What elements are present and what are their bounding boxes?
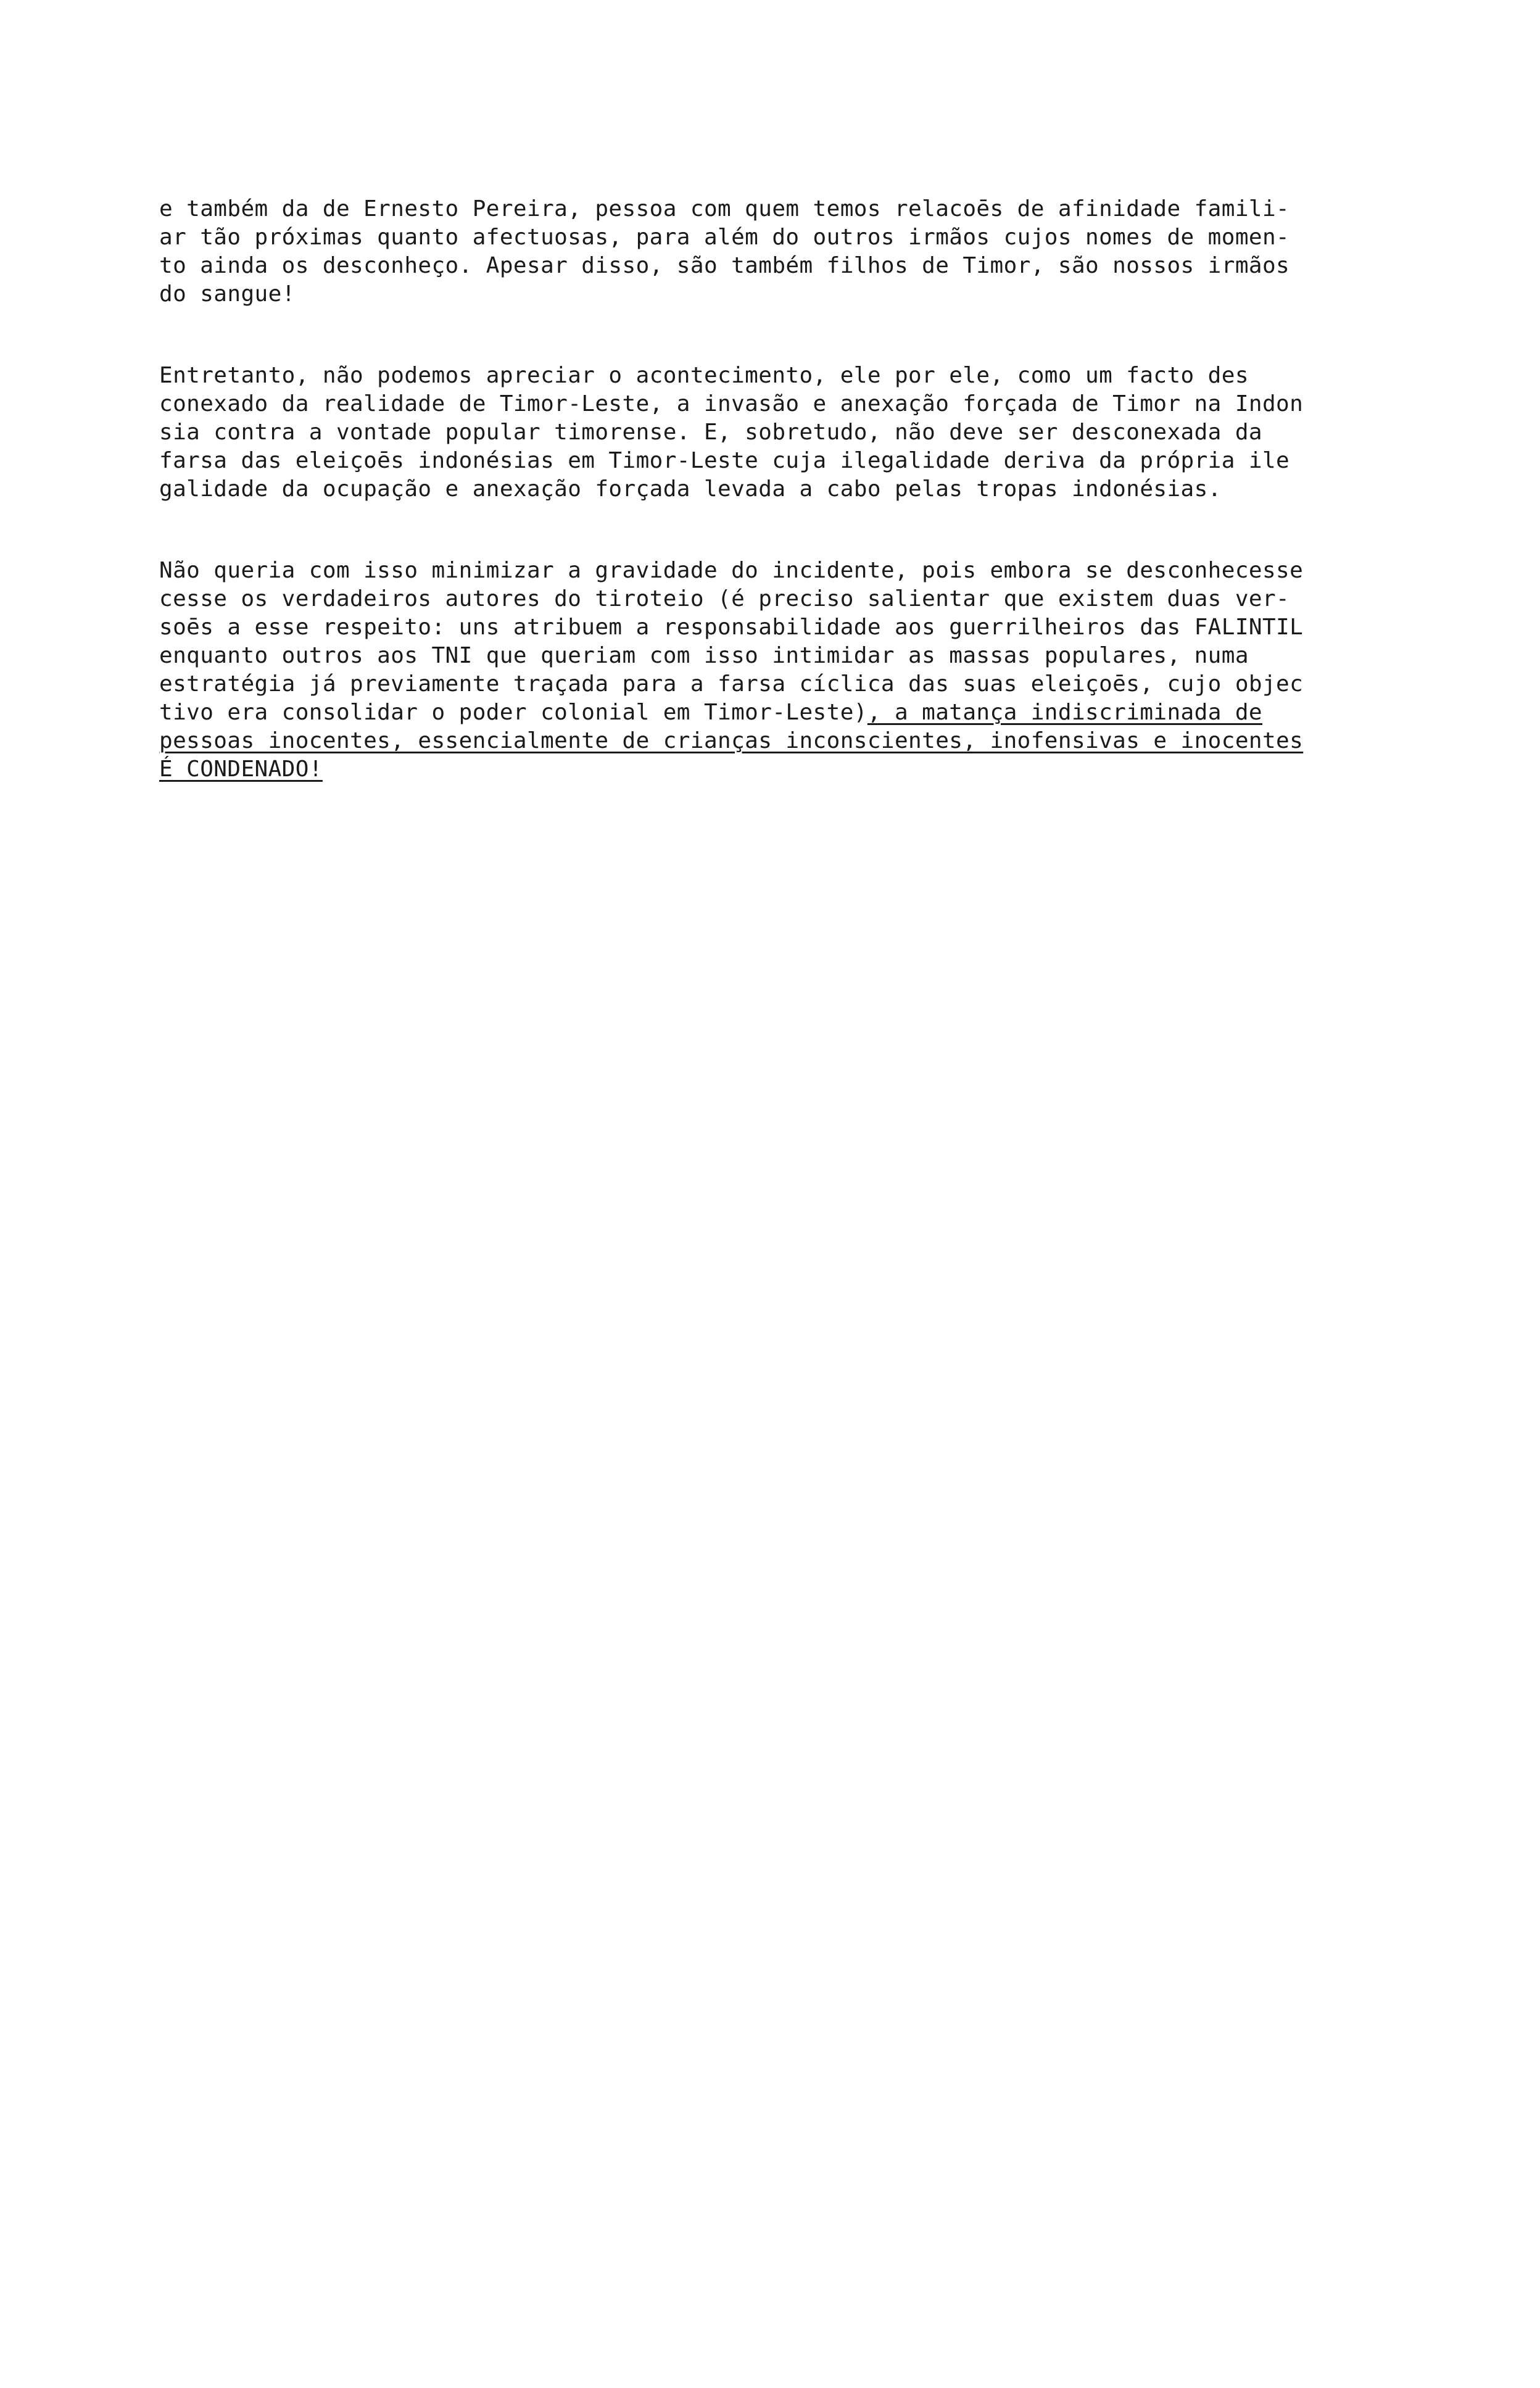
text-line: Entretanto, não podemos apreciar o acontecimento, ele por ele, como um facto des [159,363,1249,388]
text-line: farsa das eleiçoēs indonésias em Timor-Leste cuja ilegalidade deriva da própria ile [159,448,1290,473]
paragraph-3 [159,557,1461,784]
underlined-text-line: É CONDENADO! [159,757,323,782]
text-line: to ainda os desconheço. Apesar disso, são também filhos de Timor, são nossos irmãos [159,253,1290,278]
text-line: ar tão próximas quanto afectuosas, para além do outros irmãos cujos nomes de momen- [159,225,1290,250]
underlined-text: , a matança indiscriminada de [867,700,1262,725]
text-line: sia contra a vontade popular timorense. E, sobretudo, não deve ser desconexada da [159,420,1262,445]
underlined-text-line: pessoas inocentes, essencialmente de crianças inconscientes, inofensivas e inocentes [159,728,1304,753]
paragraph-2 [159,362,1461,504]
text-line: cesse os verdadeiros autores do tiroteio (é preciso salientar que existem duas ver- [159,586,1290,612]
text-line: soēs a esse respeito: uns atribuem a responsabilidade aos guerrilheiros das FALINTIL [159,615,1304,640]
text-line: e também da de Ernesto Pereira, pessoa com quem temos relacoēs de afinidade famili- [159,196,1290,222]
text-line: conexado da realidade de Timor-Leste, a invasão e anexação forçada de Timor na Indon [159,391,1304,417]
text-line: estratégia já previamente traçada para a farsa cíclica das suas eleiçoēs, cujo objec [159,671,1304,697]
text-segment: tivo era consolidar o poder colonial em Timor-Leste) [159,700,867,725]
text-line: Não queria com isso minimizar a gravidade do incidente, pois embora se desconhecesse [159,558,1304,583]
paragraph-1 [159,195,1461,309]
text-line-mixed [159,699,1461,727]
text-line: enquanto outros aos TNI que queriam com isso intimidar as massas populares, numa [159,643,1249,668]
text-line: do sangue! [159,281,296,307]
text-line: galidade da ocupação e anexação forçada levada a cabo pelas tropas indonésias. [159,476,1222,502]
